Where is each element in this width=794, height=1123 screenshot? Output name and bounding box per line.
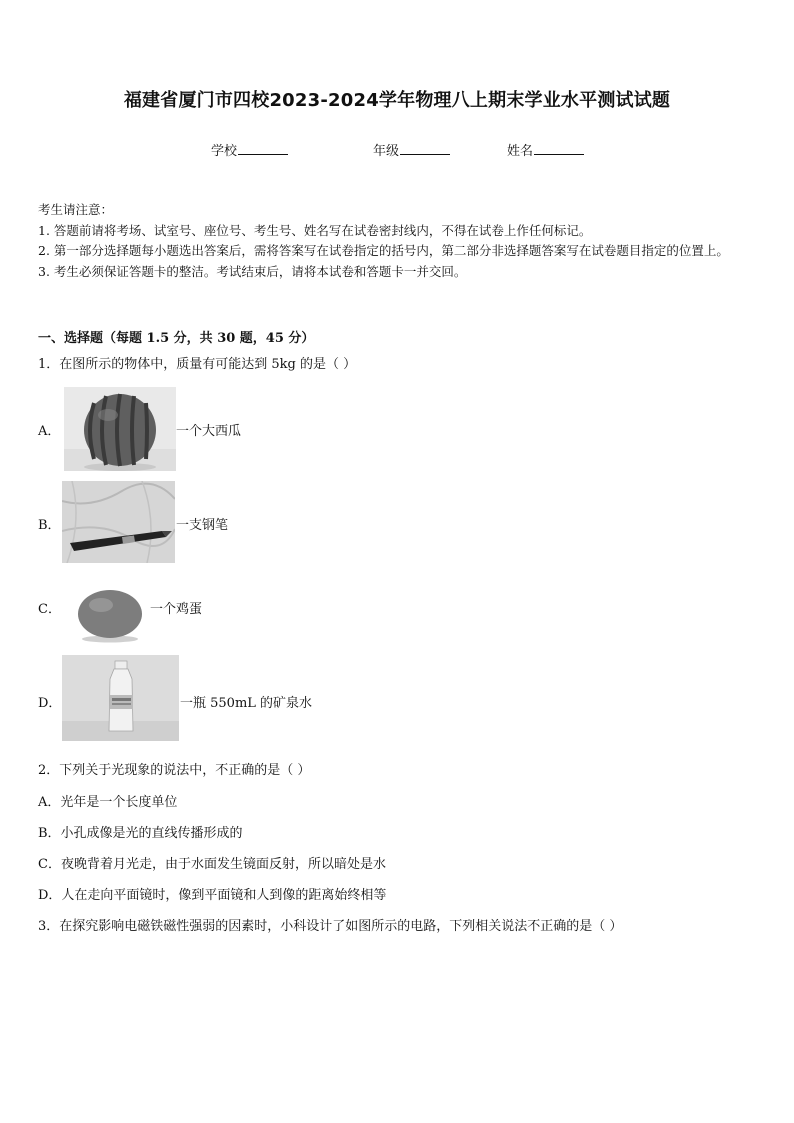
grade-label: 年级 xyxy=(373,144,400,159)
q2-option-b: B．小孔成像是光的直线传播形成的 xyxy=(38,826,243,841)
notice-item-1: 1. 答题前请将考场、试室号、座位号、考生号、姓名写在试卷密封线内，不得在试卷上作任何标记。 xyxy=(38,222,592,238)
name-blank[interactable] xyxy=(534,142,584,155)
q2-option-d: D．人在走向平面镜时，像到平面镜和人到像的距离始终相等 xyxy=(38,888,387,903)
school-field[interactable] xyxy=(211,140,288,159)
q1-option-c-text: 一个鸡蛋 xyxy=(150,602,203,617)
q1-option-b-letter: B． xyxy=(38,518,61,533)
notice-item-3: 3. 考生必须保证答题卡的整洁。考试结束后，请将本试卷和答题卡一并交回。 xyxy=(38,263,467,279)
watermelon-image xyxy=(64,387,176,471)
q1-option-d-text: 一瓶 550mL 的矿泉水 xyxy=(180,696,313,711)
q1-option-a-letter: A． xyxy=(38,424,61,439)
pen-image xyxy=(62,481,175,563)
grade-blank[interactable] xyxy=(400,142,450,155)
notice-item-2: 2. 第一部分选择题每小题选出答案后，需将答案写在试卷指定的括号内，第二部分非选择题答案写在试卷题目指定的位置上。 xyxy=(38,243,729,258)
question-1-stem: 1．在图所示的物体中，质量有可能达到 5kg 的是（ ） xyxy=(38,357,357,372)
grade-field[interactable] xyxy=(373,140,450,159)
q1-option-d-letter: D． xyxy=(38,696,62,711)
notice-heading: 考生请注意： xyxy=(38,202,114,217)
page-title: 福建省厦门市四校2023-2024学年物理八上期末学业水平测试试题 xyxy=(123,90,671,111)
q1-option-a-text: 一个大西瓜 xyxy=(176,424,242,439)
egg-image xyxy=(73,587,148,643)
q2-option-c: C．夜晚背着月光走，由于水面发生镜面反射，所以暗处是水 xyxy=(38,857,386,872)
q2-option-a: A．光年是一个长度单位 xyxy=(38,795,178,810)
question-2-stem: 2．下列关于光现象的说法中，不正确的是（ ） xyxy=(38,763,311,778)
water-bottle-image xyxy=(62,655,179,741)
school-label: 学校 xyxy=(211,144,238,159)
q1-option-c-letter: C． xyxy=(38,602,61,617)
name-label: 姓名 xyxy=(507,144,534,159)
school-blank[interactable] xyxy=(238,142,288,155)
section-heading-choice: 一、选择题（每题 1.5 分，共 30 题，45 分） xyxy=(38,331,315,346)
question-3-stem: 3．在探究影响电磁铁磁性强弱的因素时，小科设计了如图所示的电路，下列相关说法不正确的是（ ） xyxy=(38,919,623,934)
name-field[interactable] xyxy=(507,140,584,159)
q1-option-b-text: 一支钢笔 xyxy=(176,518,229,533)
notice-block xyxy=(38,200,763,282)
